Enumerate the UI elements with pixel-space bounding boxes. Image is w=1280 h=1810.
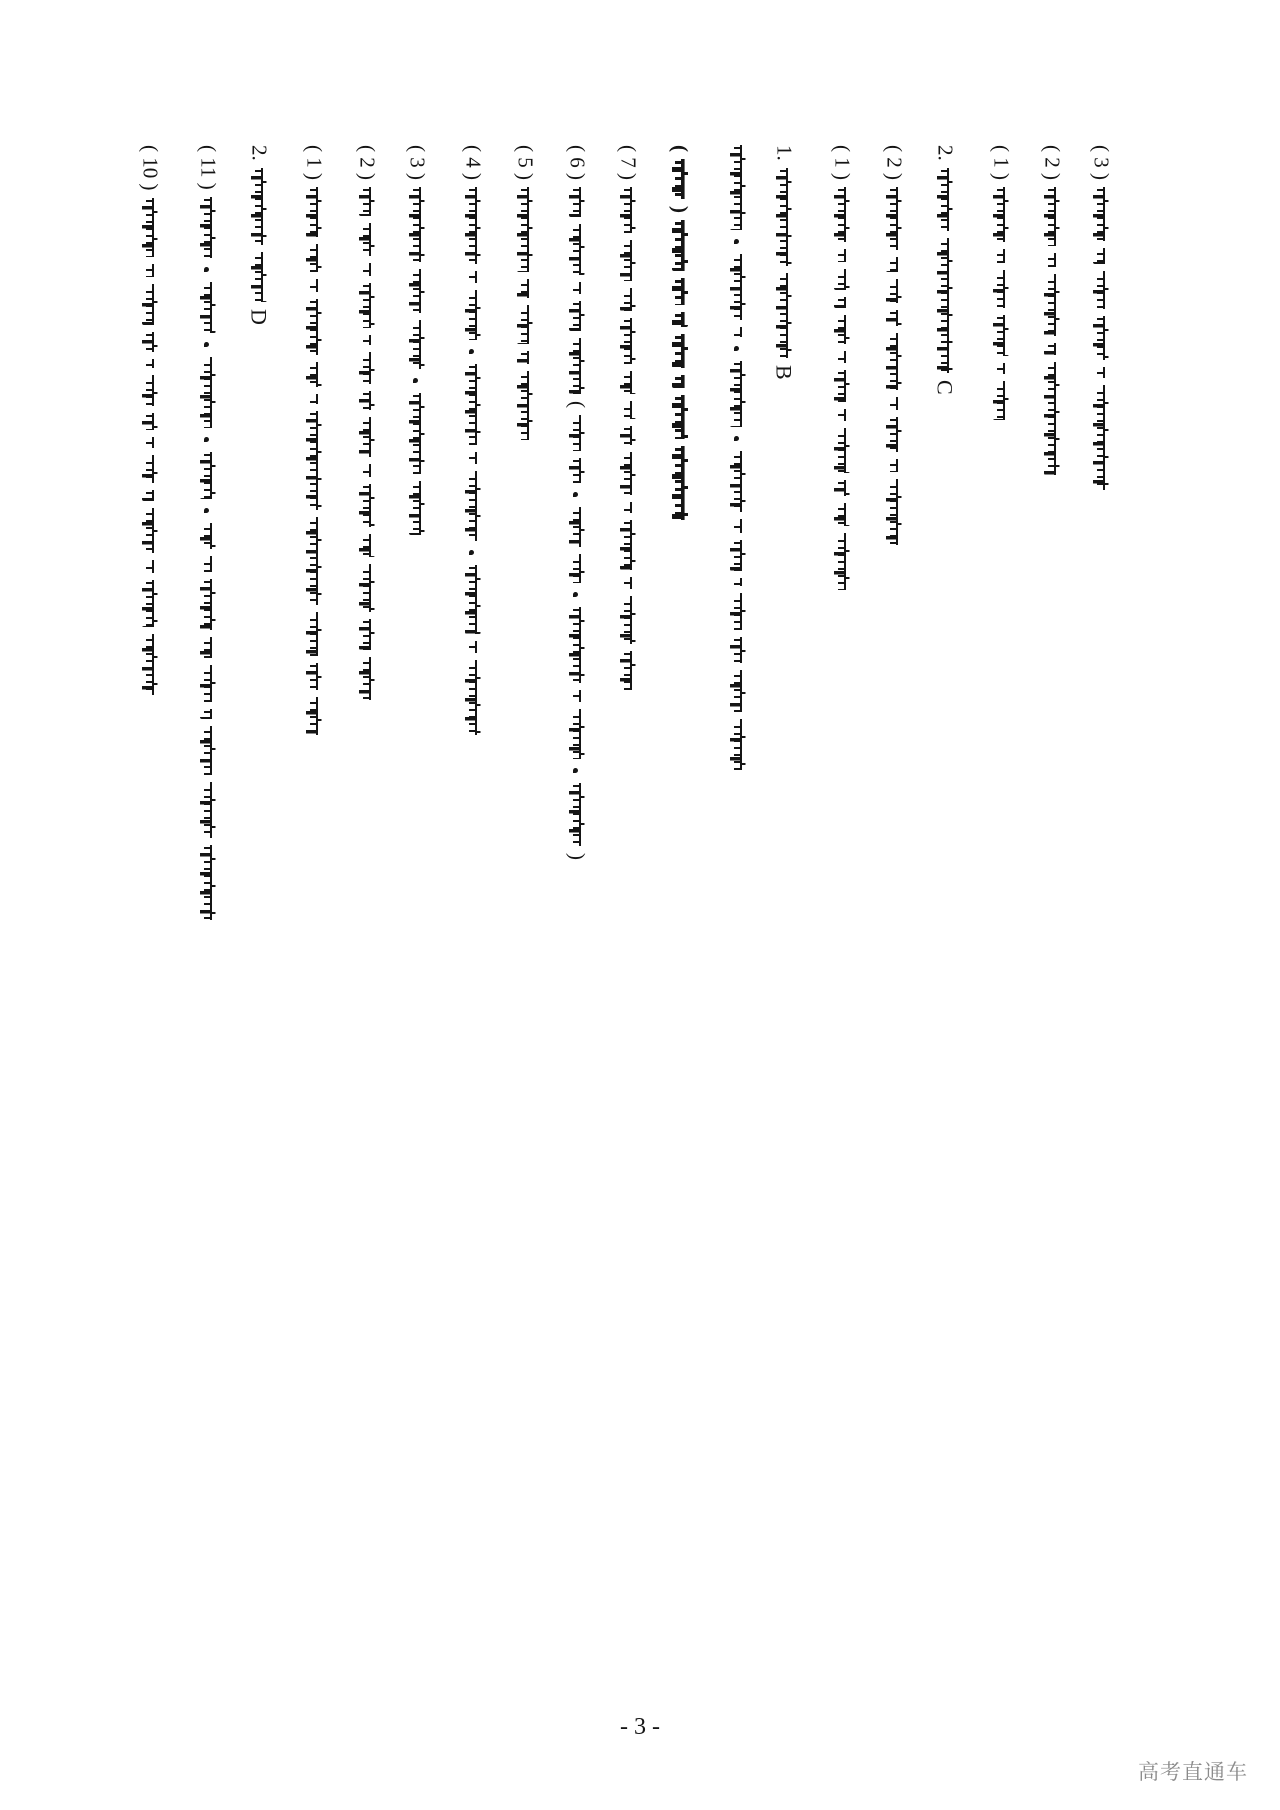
mongolian-comma bbox=[200, 506, 216, 516]
item-marker: ( 4 ) bbox=[461, 145, 486, 180]
mongolian-word bbox=[200, 845, 216, 920]
item-marker: ( 6 ) bbox=[565, 145, 590, 180]
mongolian-word bbox=[620, 288, 636, 311]
mongolian-word bbox=[200, 282, 216, 334]
text-line bbox=[727, 145, 749, 770]
mongolian-word bbox=[1044, 274, 1060, 336]
mongolian-word bbox=[569, 709, 585, 760]
text-line bbox=[617, 145, 639, 690]
mongolian-word bbox=[359, 484, 375, 526]
item-marker: ( 1 ) bbox=[302, 145, 327, 180]
mongolian-word bbox=[886, 187, 902, 250]
mongolian-comma bbox=[730, 434, 746, 444]
mongolian-word bbox=[1093, 271, 1109, 309]
watermark: 高考直通车 bbox=[1138, 1760, 1248, 1784]
mongolian-comma bbox=[569, 766, 585, 776]
mongolian-word bbox=[886, 279, 902, 303]
mongolian-word bbox=[142, 560, 158, 573]
mongolian-word bbox=[886, 479, 902, 545]
mongolian-word bbox=[142, 580, 158, 627]
mongolian-word bbox=[306, 663, 322, 691]
text-line bbox=[248, 145, 270, 325]
mongolian-comma bbox=[200, 265, 216, 275]
mongolian-word bbox=[672, 220, 688, 271]
mongolian-word bbox=[620, 401, 636, 418]
item-marker: ( 11 ) bbox=[196, 145, 221, 190]
mongolian-word bbox=[359, 391, 375, 410]
text-line bbox=[1090, 145, 1112, 490]
answer-letter: B bbox=[771, 365, 797, 381]
item-marker: 2. bbox=[933, 145, 958, 161]
mongolian-word bbox=[142, 264, 158, 278]
mongolian-word bbox=[993, 381, 1009, 420]
mongolian-word bbox=[517, 305, 533, 343]
mongolian-word bbox=[465, 565, 481, 635]
mongolian-word bbox=[1093, 248, 1109, 263]
mongolian-word bbox=[620, 187, 636, 233]
mongolian-word bbox=[251, 168, 267, 246]
mongolian-comma bbox=[730, 237, 746, 247]
mongolian-word bbox=[359, 352, 375, 384]
mongolian-word bbox=[569, 554, 585, 582]
item-marker: ( 2 ) bbox=[1040, 145, 1065, 180]
mongolian-word bbox=[672, 375, 688, 388]
mongolian-word bbox=[409, 187, 425, 262]
mongolian-word bbox=[409, 320, 425, 369]
mongolian-word bbox=[672, 278, 688, 306]
mongolian-word bbox=[359, 534, 375, 557]
mongolian-word bbox=[306, 612, 322, 656]
item-marker: ( 2 ) bbox=[355, 145, 380, 180]
item-marker: ( 1 ) bbox=[830, 145, 855, 180]
mongolian-word bbox=[569, 282, 585, 294]
mongolian-word bbox=[200, 452, 216, 499]
mongolian-word bbox=[359, 657, 375, 699]
text-line bbox=[1041, 145, 1063, 475]
mongolian-word bbox=[730, 145, 746, 230]
mongolian-word bbox=[730, 327, 746, 337]
text-line bbox=[883, 145, 905, 545]
mongolian-word bbox=[1044, 362, 1060, 475]
mongolian-word bbox=[730, 519, 746, 533]
item-marker: ( 3 ) bbox=[405, 145, 430, 180]
mongolian-word bbox=[776, 273, 792, 358]
mongolian-word bbox=[776, 168, 792, 266]
item-marker: ( 7 ) bbox=[616, 145, 641, 180]
mongolian-word bbox=[142, 375, 158, 405]
mongolian-word bbox=[886, 459, 902, 472]
text-line bbox=[356, 145, 378, 700]
mongolian-word bbox=[465, 452, 481, 464]
mongolian-word bbox=[465, 471, 481, 541]
text-line bbox=[303, 145, 325, 735]
text-line bbox=[566, 145, 588, 860]
mongolian-comma bbox=[730, 344, 746, 354]
mongolian-word bbox=[834, 297, 850, 309]
mongolian-word bbox=[730, 637, 746, 662]
mongolian-comma bbox=[569, 590, 585, 600]
mongolian-word bbox=[1093, 316, 1109, 360]
mongolian-word bbox=[359, 619, 375, 651]
mongolian-word bbox=[620, 596, 636, 644]
mongolian-word bbox=[620, 318, 636, 364]
mongolian-word bbox=[251, 252, 267, 302]
mongolian-word bbox=[569, 690, 585, 702]
mongolian-word bbox=[142, 437, 158, 448]
mongolian-comma bbox=[465, 347, 481, 357]
mongolian-word bbox=[306, 279, 322, 292]
mongolian-word bbox=[620, 502, 636, 514]
mongolian-word bbox=[142, 332, 158, 352]
mongolian-word bbox=[465, 641, 481, 653]
mongolian-word bbox=[409, 269, 425, 313]
mongolian-word bbox=[306, 394, 322, 404]
mongolian-word bbox=[937, 238, 953, 373]
close-parenthesis: ) bbox=[565, 852, 590, 860]
mongolian-word bbox=[620, 651, 636, 690]
mongolian-word bbox=[730, 578, 746, 587]
mongolian-word bbox=[993, 315, 1009, 356]
mongolian-word bbox=[834, 428, 850, 474]
mongolian-word bbox=[200, 523, 216, 549]
mongolian-word bbox=[306, 299, 322, 356]
mongolian-word bbox=[993, 187, 1009, 242]
mongolian-word bbox=[142, 455, 158, 483]
mongolian-word bbox=[1044, 343, 1060, 355]
mongolian-word bbox=[306, 697, 322, 735]
mongolian-word bbox=[517, 351, 533, 365]
mongolian-word bbox=[730, 593, 746, 630]
mongolian-word bbox=[200, 357, 216, 427]
mongolian-word bbox=[569, 301, 585, 331]
mongolian-word bbox=[937, 168, 953, 231]
mongolian-word bbox=[672, 446, 688, 520]
mongolian-word bbox=[359, 564, 375, 612]
mongolian-word bbox=[359, 335, 375, 346]
mongolian-word bbox=[200, 556, 216, 572]
mongolian-word bbox=[1044, 187, 1060, 246]
mongolian-word bbox=[620, 520, 636, 570]
text-line bbox=[773, 145, 795, 380]
open-parenthesis: ( bbox=[565, 401, 590, 409]
mongolian-comma bbox=[569, 490, 585, 500]
item-marker: ( 5 ) bbox=[513, 145, 538, 180]
mongolian-word bbox=[620, 426, 636, 445]
mongolian-word bbox=[465, 290, 481, 340]
mongolian-word bbox=[834, 269, 850, 290]
mongolian-word bbox=[517, 279, 533, 298]
mongolian-word bbox=[465, 364, 481, 445]
mongolian-word bbox=[465, 660, 481, 735]
text-line bbox=[462, 145, 484, 735]
close-parenthesis: ) bbox=[668, 206, 693, 214]
mongolian-comma bbox=[409, 376, 425, 386]
mongolian-word bbox=[1093, 187, 1109, 241]
mongolian-word bbox=[569, 338, 585, 394]
mongolian-word bbox=[409, 481, 425, 535]
item-marker: ( 2 ) bbox=[882, 145, 907, 180]
mongolian-comma bbox=[200, 340, 216, 350]
mongolian-word bbox=[672, 159, 688, 199]
mongolian-word bbox=[517, 187, 533, 272]
mongolian-word bbox=[142, 413, 158, 431]
mongolian-word bbox=[569, 607, 585, 683]
mongolian-word bbox=[730, 670, 746, 712]
mongolian-word bbox=[834, 249, 850, 262]
mongolian-word bbox=[200, 637, 216, 658]
mongolian-word bbox=[142, 198, 158, 257]
mongolian-word bbox=[142, 284, 158, 325]
mongolian-word bbox=[200, 665, 216, 703]
mongolian-word bbox=[834, 351, 850, 363]
mongolian-word bbox=[142, 490, 158, 501]
mongolian-word bbox=[517, 371, 533, 440]
mongolian-word bbox=[200, 197, 216, 258]
mongolian-word bbox=[200, 726, 216, 775]
open-parenthesis: ( bbox=[668, 145, 693, 152]
mongolian-word bbox=[200, 579, 216, 631]
mongolian-word bbox=[1093, 367, 1109, 378]
mongolian-word bbox=[465, 187, 481, 264]
mongolian-word bbox=[672, 312, 688, 327]
mongolian-word bbox=[569, 187, 585, 217]
mongolian-word bbox=[993, 363, 1009, 375]
mongolian-word bbox=[886, 417, 902, 452]
mongolian-word bbox=[672, 334, 688, 368]
mongolian-word bbox=[834, 409, 850, 421]
mongolian-word bbox=[730, 451, 746, 512]
mongolian-word bbox=[306, 411, 322, 509]
mongolian-word bbox=[834, 480, 850, 495]
mongolian-word bbox=[730, 254, 746, 320]
mongolian-word bbox=[672, 395, 688, 439]
mongolian-word bbox=[569, 783, 585, 846]
mongolian-word bbox=[886, 333, 902, 390]
text-line bbox=[406, 145, 428, 535]
mongolian-word bbox=[359, 417, 375, 457]
mongolian-word bbox=[1044, 253, 1060, 267]
mongolian-word bbox=[142, 359, 158, 368]
mongolian-word bbox=[620, 577, 636, 589]
mongolian-word bbox=[886, 397, 902, 410]
item-marker: 2. bbox=[247, 145, 272, 161]
mongolian-word bbox=[359, 263, 375, 276]
item-marker: ( 1 ) bbox=[989, 145, 1014, 180]
answer-letter: C bbox=[932, 380, 958, 396]
mongolian-word bbox=[306, 517, 322, 605]
mongolian-word bbox=[142, 634, 158, 695]
mongolian-word bbox=[359, 223, 375, 257]
mongolian-word bbox=[200, 782, 216, 838]
mongolian-word bbox=[569, 458, 585, 483]
mongolian-word bbox=[993, 270, 1009, 309]
mongolian-word bbox=[359, 464, 375, 477]
mongolian-word bbox=[886, 257, 902, 272]
item-marker: ( 3 ) bbox=[1089, 145, 1114, 180]
mongolian-word bbox=[834, 370, 850, 403]
mongolian-word bbox=[730, 540, 746, 571]
mongolian-word bbox=[834, 187, 850, 242]
mongolian-word bbox=[620, 240, 636, 281]
mongolian-word bbox=[730, 719, 746, 770]
item-marker: 1. bbox=[772, 145, 797, 161]
mongolian-word bbox=[409, 393, 425, 473]
mongolian-comma bbox=[200, 435, 216, 445]
text-line bbox=[139, 145, 161, 695]
mongolian-word bbox=[306, 187, 322, 237]
mongolian-word bbox=[359, 187, 375, 216]
text-line bbox=[831, 145, 853, 590]
mongolian-word bbox=[1093, 385, 1109, 490]
mongolian-word bbox=[993, 249, 1009, 263]
mongolian-word bbox=[465, 271, 481, 283]
mongolian-comma bbox=[465, 548, 481, 558]
mongolian-word bbox=[886, 310, 902, 325]
text-line bbox=[514, 145, 536, 440]
text-line bbox=[197, 145, 219, 920]
mongolian-word bbox=[569, 224, 585, 275]
mongolian-word bbox=[142, 508, 158, 554]
mongolian-word bbox=[306, 362, 322, 387]
mongolian-word bbox=[620, 371, 636, 394]
mongolian-word bbox=[200, 709, 216, 718]
mongolian-word bbox=[730, 361, 746, 427]
mongolian-word bbox=[569, 507, 585, 548]
mongolian-word bbox=[569, 415, 585, 450]
page-number: - 3 - bbox=[620, 1714, 660, 1740]
section-heading-line bbox=[669, 145, 691, 520]
mongolian-word bbox=[834, 503, 850, 526]
item-marker: ( 10 ) bbox=[138, 145, 163, 191]
mongolian-word bbox=[834, 315, 850, 344]
text-line bbox=[990, 145, 1012, 420]
mongolian-word bbox=[620, 452, 636, 495]
answer-letter: D bbox=[246, 309, 272, 325]
mongolian-word bbox=[306, 244, 322, 272]
mongolian-word bbox=[834, 533, 850, 590]
mongolian-word bbox=[359, 283, 375, 328]
text-line bbox=[934, 145, 956, 395]
